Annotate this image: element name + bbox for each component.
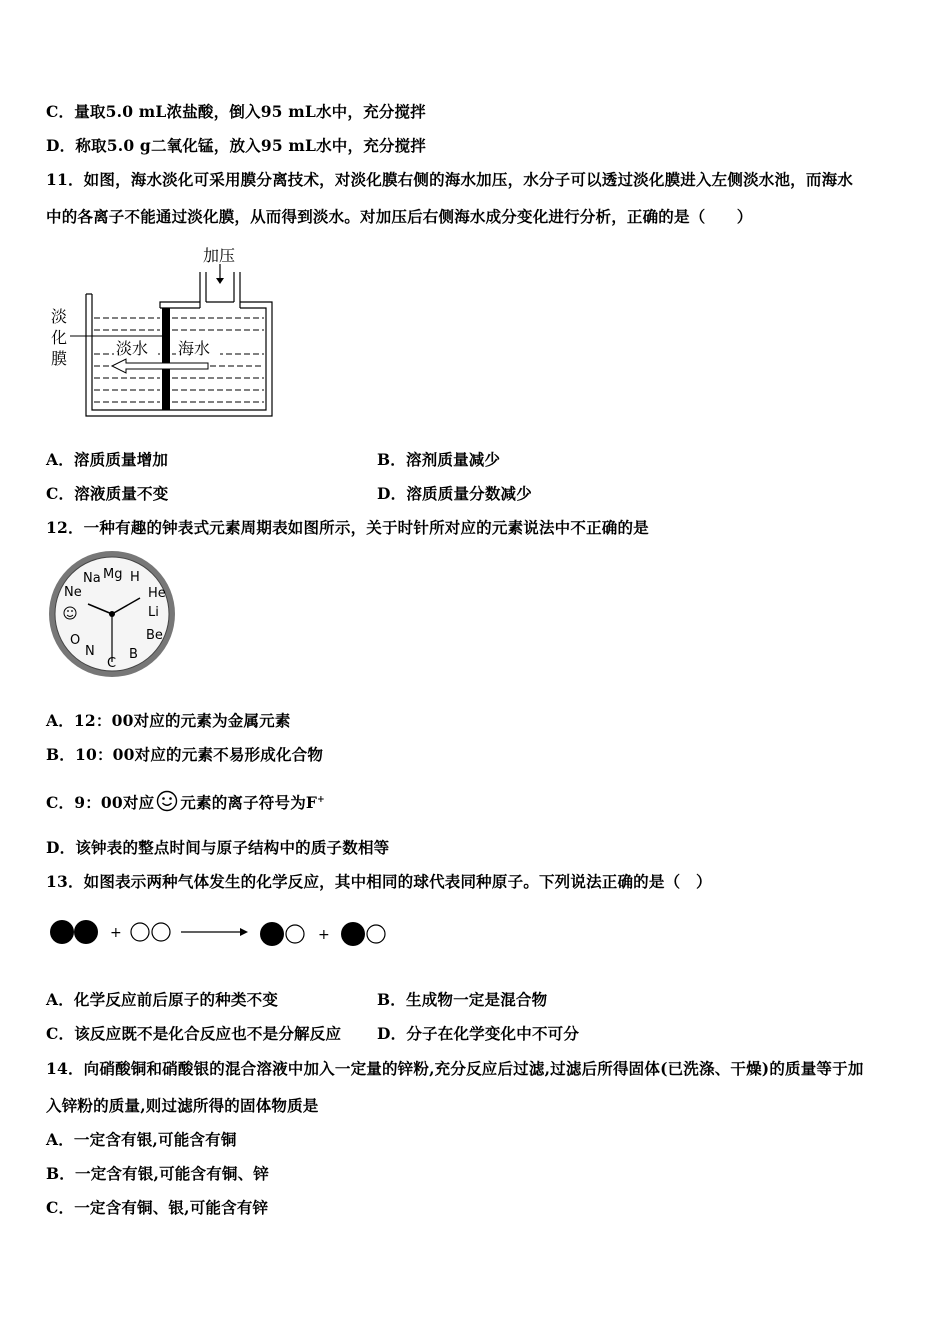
- q13-option-c: C．该反应既不是化合反应也不是分解反应: [46, 1024, 342, 1043]
- q11-option-a: A．溶质质量增加: [46, 450, 169, 469]
- clock-element-na: Na: [83, 571, 101, 586]
- desalination-diagram: [48, 242, 288, 422]
- membrane-label-3: 膜: [51, 349, 68, 368]
- q11-option-c: C．溶液质量不变: [46, 484, 169, 503]
- q14-option-a: A．一定含有银,可能含有铜: [46, 1130, 237, 1149]
- element-clock-diagram: [44, 550, 180, 678]
- clock-element-o: O: [70, 633, 81, 648]
- clock-element-he: He: [148, 586, 166, 601]
- clock-element-b: B: [129, 647, 138, 662]
- smiley-face-icon: [156, 790, 178, 812]
- q12-option-a: A．12：00对应的元素为金属元素: [46, 711, 291, 730]
- q10-option-d: D．称取5.0 g二氧化锰，放入95 mL水中，充分搅拌: [46, 136, 427, 155]
- q11-stem-line-1: 11．如图，海水淡化可采用膜分离技术，对淡化膜右侧的海水加压，水分子可以透过淡化膜进入左侧淡水池，而海水: [46, 170, 853, 189]
- q14-option-b: B．一定含有银,可能含有铜、锌: [46, 1164, 269, 1183]
- q12-stem: 12．一种有趣的钟表式元素周期表如图所示，关于时针所对应的元素说法中不正确的是: [46, 518, 649, 537]
- q12-option-c-suffix: 元素的离子符号为F: [180, 793, 318, 813]
- clock-element-li: Li: [148, 605, 159, 620]
- clock-element-mg: Mg: [103, 567, 123, 582]
- reaction-diagram: [48, 914, 398, 954]
- q11-option-d: D．溶质质量分数减少: [377, 484, 532, 503]
- plus-sign-2: +: [318, 927, 330, 943]
- q11-stem-line-2: 中的各离子不能通过淡化膜，从而得到淡水。对加压后右侧海水成分变化进行分析，正确的是（ ）: [46, 207, 753, 226]
- reaction-arrow-icon: [240, 928, 248, 936]
- clock-element-be: Be: [146, 628, 163, 643]
- q12-option-c: [46, 790, 325, 813]
- q13-stem: 13．如图表示两种气体发生的化学反应，其中相同的球代表同种原子。下列说法正确的是（ ）: [46, 872, 712, 891]
- q14-option-c: C．一定含有铜、银,可能含有锌: [46, 1198, 269, 1217]
- clock-element-h: H: [130, 570, 140, 585]
- q13-option-a: A．化学反应前后原子的种类不变: [46, 990, 279, 1009]
- q13-option-b: B．生成物一定是混合物: [377, 990, 548, 1009]
- ion-charge-superscript: +: [317, 795, 325, 805]
- q12-option-c-prefix: C．9：00对应: [46, 793, 155, 813]
- q11-option-b: B．溶剂质量减少: [377, 450, 501, 469]
- sea-water-label: 海水: [178, 339, 211, 358]
- q14-stem-line-2: 入锌粉的质量,则过滤所得的固体物质是: [46, 1096, 319, 1115]
- clock-element-ne: Ne: [64, 585, 82, 600]
- q10-option-c: C．量取5.0 mL浓盐酸，倒入95 mL水中，充分搅拌: [46, 102, 426, 121]
- clock-element-n: N: [85, 644, 95, 659]
- fresh-water-label: 淡水: [116, 339, 149, 358]
- q13-option-d: D．分子在化学变化中不可分: [377, 1024, 580, 1043]
- clock-element-c: C: [107, 656, 117, 671]
- q14-stem-line-1: 14．向硝酸铜和硝酸银的混合溶液中加入一定量的锌粉,充分反应后过滤,过滤后所得固体(已洗涤、干燥)的质量等于加: [46, 1059, 864, 1078]
- flow-arrow-icon: [112, 359, 208, 373]
- plus-sign-1: +: [110, 925, 122, 941]
- membrane-label-1: 淡: [51, 307, 68, 326]
- membrane-label-2: 化: [51, 328, 68, 347]
- pressure-label: 加压: [203, 246, 236, 265]
- q12-option-b: B．10：00对应的元素不易形成化合物: [46, 745, 324, 764]
- q12-option-d: D．该钟表的整点时间与原子结构中的质子数相等: [46, 838, 390, 857]
